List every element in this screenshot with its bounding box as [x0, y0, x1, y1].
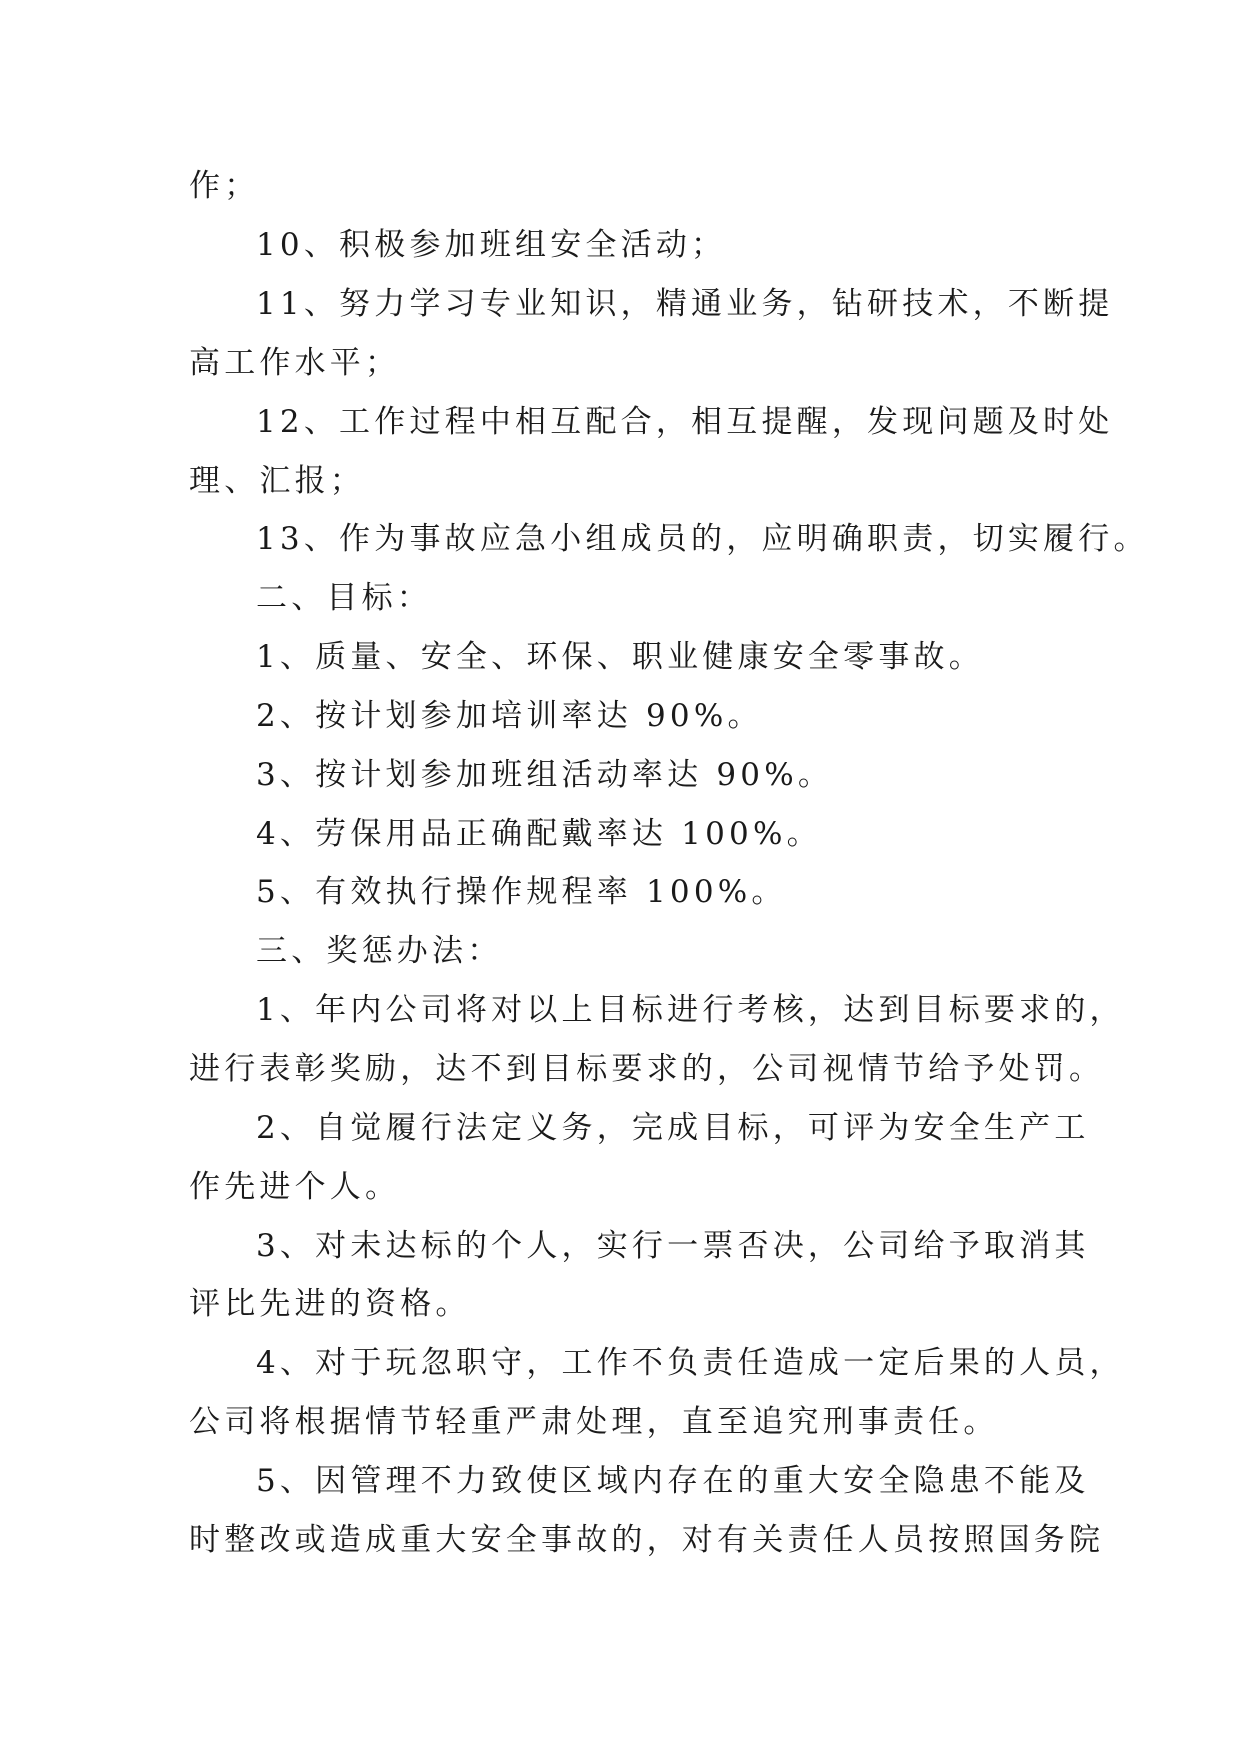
- text-line-10: 2、按计划参加培训率达 90%。: [256, 698, 763, 734]
- text-line-5: 12、工作过程中相互配合，相互提醒，发现问题及时处: [256, 404, 1114, 440]
- text-line-22: 公司将根据情节轻重严肃处理，直至追究刑事责任。: [189, 1404, 999, 1440]
- text-line-20: 评比先进的资格。: [189, 1286, 471, 1322]
- section-heading-rewards: 三、奖惩办法：: [256, 933, 503, 969]
- text-line-21: 4、对于玩忽职守，工作不负责任造成一定后果的人员，: [256, 1345, 1125, 1381]
- text-line-6: 理、汇报；: [189, 463, 365, 499]
- text-line-7: 13、作为事故应急小组成员的，应明确职责，切实履行。: [256, 521, 1149, 557]
- text-line-13: 5、有效执行操作规程率 100%。: [256, 874, 787, 910]
- text-line-1: 作；: [189, 168, 260, 204]
- text-line-16: 进行表彰奖励，达不到目标要求的，公司视情节给予处罚。: [189, 1051, 1105, 1087]
- section-heading-targets: 二、目标：: [256, 580, 432, 616]
- text-line-9: 1、质量、安全、环保、职业健康安全零事故。: [256, 639, 984, 675]
- text-line-24: 时整改或造成重大安全事故的，对有关责任人员按照国务院: [189, 1522, 1105, 1558]
- text-line-4: 高工作水平；: [189, 345, 401, 381]
- text-line-19: 3、对未达标的个人，实行一票否决，公司给予取消其: [256, 1228, 1090, 1264]
- text-line-15: 1、年内公司将对以上目标进行考核，达到目标要求的，: [256, 992, 1125, 1028]
- text-line-18: 作先进个人。: [189, 1169, 401, 1205]
- text-line-2: 10、积极参加班组安全活动；: [256, 227, 727, 263]
- text-line-23: 5、因管理不力致使区域内存在的重大安全隐患不能及: [256, 1463, 1090, 1499]
- text-line-3: 11、努力学习专业知识，精通业务，钻研技术，不断提: [256, 286, 1114, 322]
- text-line-11: 3、按计划参加班组活动率达 90%。: [256, 757, 834, 793]
- text-line-17: 2、自觉履行法定义务，完成目标，可评为安全生产工: [256, 1110, 1090, 1146]
- text-line-12: 4、劳保用品正确配戴率达 100%。: [256, 816, 822, 852]
